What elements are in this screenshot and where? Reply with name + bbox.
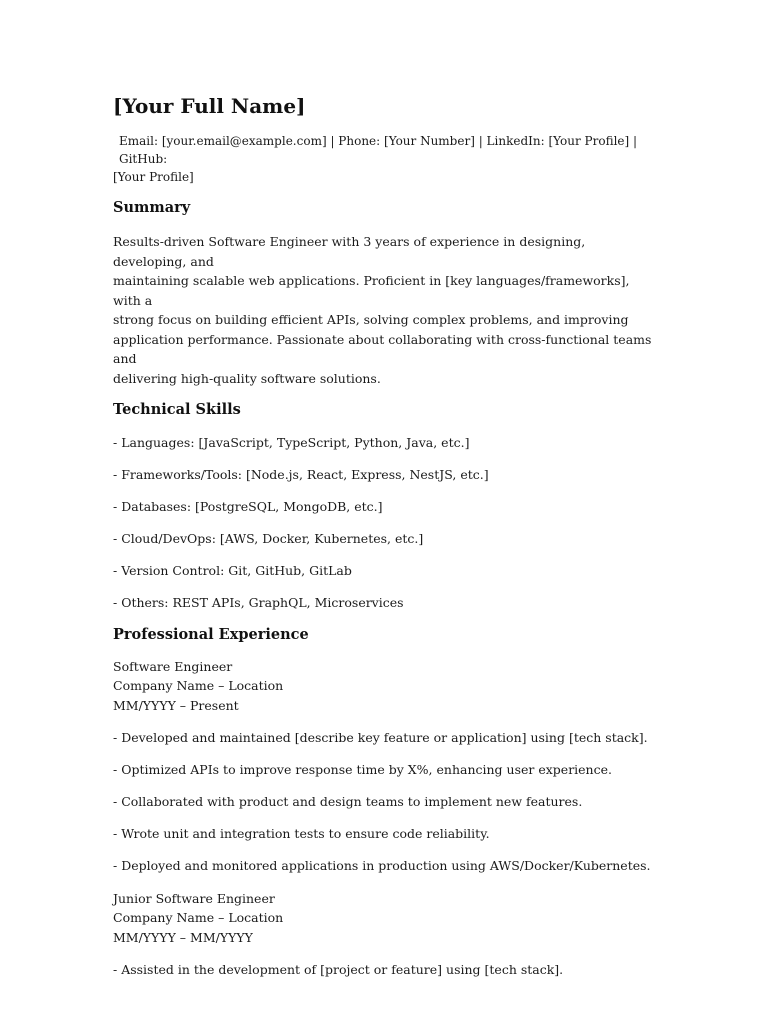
experience-section: [113, 625, 653, 979]
skill-item: - Databases: [PostgreSQL, MongoDB, etc.]: [113, 499, 383, 515]
skill-item: - Languages: [JavaScript, TypeScript, Python, Java, etc.]: [113, 435, 470, 450]
job-bullet: - Developed and maintained [describe key feature or application] using [tech stack].: [113, 730, 648, 746]
skill-item: - Version Control: Git, GitHub, GitLab: [113, 563, 352, 579]
job-role: Software Engineer: [113, 658, 233, 674]
contact-info: [113, 132, 653, 186]
job-bullets: [113, 960, 653, 980]
job-dates: MM/YYYY – MM/YYYY: [113, 929, 253, 945]
contact-line-2: [Your Profile]: [113, 170, 194, 184]
job-entry: [113, 889, 653, 980]
job-dates: MM/YYYY – Present: [113, 697, 239, 713]
job-bullet: - Collaborated with product and design teams to implement new features.: [113, 794, 583, 810]
resume-page: [113, 92, 653, 979]
job-role: Junior Software Engineer: [113, 890, 275, 906]
job-bullet: - Deployed and monitored applications in production using AWS/Docker/Kubernetes.: [113, 858, 651, 874]
experience-heading: Professional Experience: [113, 625, 309, 643]
skill-item: - Others: REST APIs, GraphQL, Microservices: [113, 595, 404, 611]
job-company: Company Name – Location: [113, 678, 284, 694]
job-bullet: - Wrote unit and integration tests to ensure code reliability.: [113, 826, 490, 842]
summary-line: Results-driven Software Engineer with 3 years of experience in designing, developing, and: [113, 234, 586, 269]
summary-line: application performance. Passionate about collaborating with cross-functional teams and: [113, 331, 652, 366]
summary-line: maintaining scalable web applications. Proficient in [key languages/frameworks], with a: [113, 273, 630, 308]
skills-section: [113, 400, 653, 613]
job-bullet: - Optimized APIs to improve response time by X%, enhancing user experience.: [113, 762, 612, 778]
summary-body: [113, 232, 653, 388]
job-bullets: [113, 728, 653, 876]
skills-list: [113, 433, 653, 613]
summary-line: delivering high-quality software solutions.: [113, 370, 381, 386]
candidate-name: [Your Full Name]: [113, 94, 306, 118]
skills-heading: Technical Skills: [113, 401, 241, 418]
summary-line: strong focus on building efficient APIs, solving complex problems, and improving: [113, 312, 629, 327]
skill-item: - Cloud/DevOps: [AWS, Docker, Kubernetes, etc.]: [113, 531, 424, 547]
contact-line-1: Email: [your.email@example.com] | Phone: [Your Number] | LinkedIn: [Your Profile] | GitHub:: [119, 134, 638, 166]
summary-section: [113, 198, 653, 388]
summary-heading: Summary: [113, 199, 191, 216]
job-company: Company Name – Location: [113, 910, 284, 926]
job-entry: [113, 657, 653, 876]
job-bullet: - Assisted in the development of [project or feature] using [tech stack].: [113, 961, 564, 977]
skill-item: - Frameworks/Tools: [Node.js, React, Express, NestJS, etc.]: [113, 467, 489, 483]
